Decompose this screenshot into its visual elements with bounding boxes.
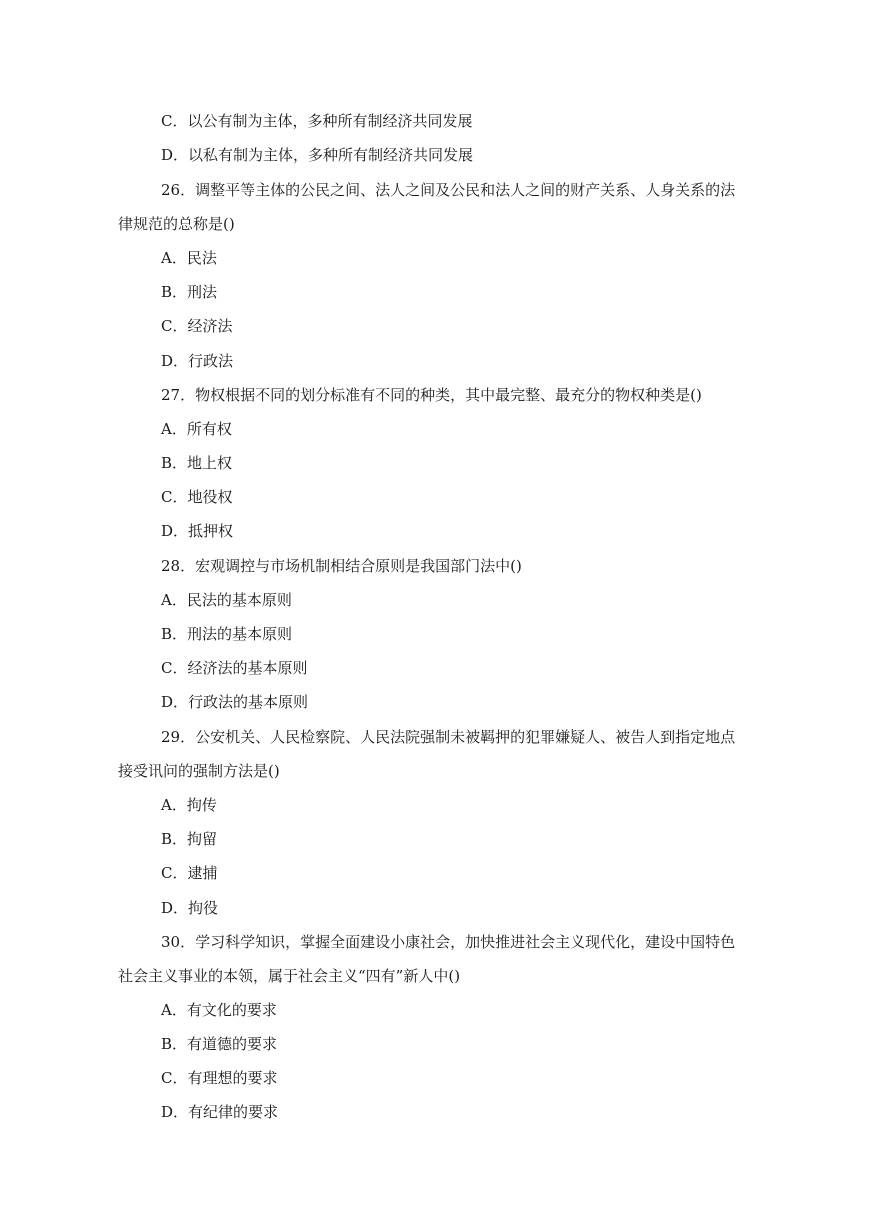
option-line: D．有纪律的要求 [161,1103,279,1121]
question-continuation: 律规范的总称是() [118,215,235,233]
option-line: B．有道德的要求 [161,1035,278,1053]
option-line: C．逮捕 [161,864,218,882]
option-line: B．刑法 [161,283,218,301]
option-line: D．行政法的基本原则 [161,693,309,711]
option-line: D．抵押权 [161,522,234,540]
option-line: A．所有权 [161,420,232,438]
option-line: A．有文化的要求 [161,1001,277,1019]
question-line: 28．宏观调控与市场机制相结合原则是我国部门法中() [161,557,522,575]
option-line: C．以公有制为主体，多种所有制经济共同发展 [161,112,473,130]
question-line: 26．调整平等主体的公民之间、法人之间及公民和法人之间的财产关系、人身关系的法 [161,181,736,199]
option-line: C．经济法的基本原则 [161,659,308,677]
question-continuation: 接受讯问的强制方法是() [118,762,280,780]
option-line: D．以私有制为主体，多种所有制经济共同发展 [161,146,474,164]
question-line: 27．物权根据不同的划分标准有不同的种类，其中最完整、最充分的物权种类是() [161,386,702,404]
question-line: 30．学习科学知识，掌握全面建设小康社会，加快推进社会主义现代化，建设中国特色 [161,933,736,951]
question-continuation: 社会主义事业的本领，属于社会主义“四有”新人中() [118,967,461,985]
option-line: C．经济法 [161,317,233,335]
option-line: C．有理想的要求 [161,1069,278,1087]
option-line: A．拘传 [161,796,217,814]
option-line: A．民法的基本原则 [161,591,292,609]
option-line: B．拘留 [161,830,218,848]
option-line: D．拘役 [161,899,219,917]
option-line: B．地上权 [161,454,233,472]
question-line: 29．公安机关、人民检察院、人民法院强制未被羁押的犯罪嫌疑人、被告人到指定地点 [161,728,736,746]
option-line: A．民法 [161,249,217,267]
option-line: C．地役权 [161,488,233,506]
option-line: D．行政法 [161,352,234,370]
option-line: B．刑法的基本原则 [161,625,293,643]
